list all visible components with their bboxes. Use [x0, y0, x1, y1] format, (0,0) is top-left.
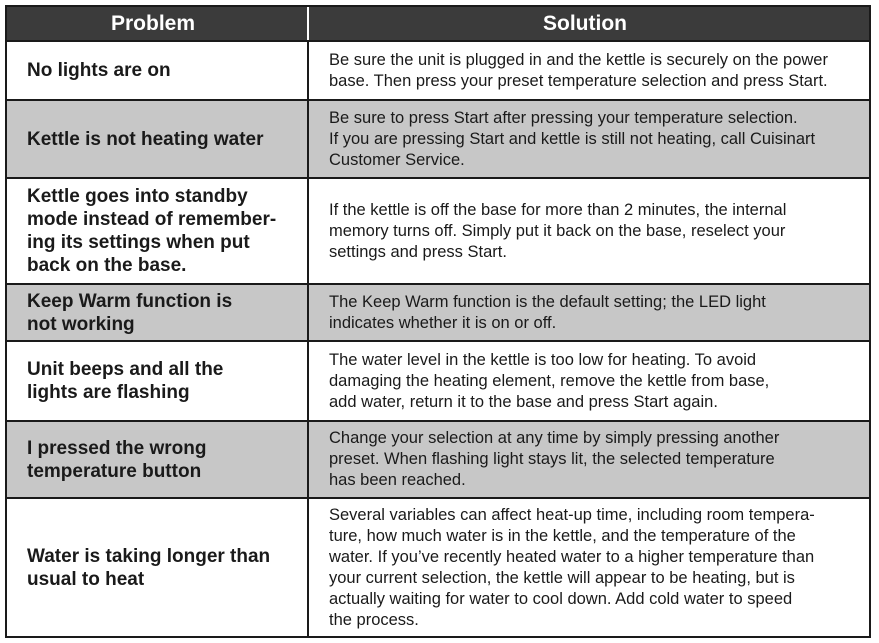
solution-line: Be sure to press Start after pressing your temperature selection. — [329, 108, 798, 127]
problem-cell — [7, 179, 309, 283]
problem-line: I pressed the wrong — [27, 437, 207, 459]
problem-line: usual to heat — [27, 568, 145, 590]
solution-cell — [309, 342, 869, 420]
table-header-row — [7, 7, 869, 42]
problem-line: Kettle goes into standby — [27, 186, 248, 207]
solution-line: indicates whether it is on or off. — [329, 313, 557, 332]
table-row — [7, 342, 869, 422]
solution-line: water. If you’ve recently heated water to a higher temperature than — [329, 547, 815, 566]
problem-cell — [7, 101, 309, 177]
problem-line: back on the base. — [27, 255, 187, 276]
solution-line: settings and press Start. — [329, 242, 507, 261]
solution-line: Change your selection at any time by simply pressing another — [329, 429, 780, 447]
table-row — [7, 285, 869, 342]
problem-line: temperature button — [27, 460, 202, 482]
solution-cell — [309, 179, 869, 283]
solution-cell — [309, 42, 869, 99]
solution-line: add water, return it to the base and press Start again. — [329, 392, 718, 411]
table-row — [7, 42, 869, 101]
solution-line: The Keep Warm function is the default setting; the LED light — [329, 292, 766, 311]
solution-line: If you are pressing Start and kettle is still not heating, call Cuisinart — [329, 129, 816, 148]
solution-line: memory turns off. Simply put it back on the base, reselect your — [329, 221, 786, 240]
solution-line: damaging the heating element, remove the kettle from base, — [329, 371, 770, 390]
problem-line: lights are flashing — [27, 382, 190, 403]
problem-line: mode instead of remember- — [27, 209, 277, 230]
problem-line: Kettle is not heating water — [27, 128, 264, 150]
troubleshooting-table — [5, 5, 871, 638]
problem-cell — [7, 285, 309, 340]
header-problem: Problem — [7, 7, 309, 40]
solution-line: If the kettle is off the base for more than 2 minutes, the internal — [329, 200, 787, 219]
problem-cell — [7, 499, 309, 636]
table-row — [7, 101, 869, 179]
table-row — [7, 422, 869, 499]
problem-cell — [7, 422, 309, 497]
table-row — [7, 499, 869, 636]
problem-line: Unit beeps and all the — [27, 359, 224, 380]
solution-cell — [309, 101, 869, 177]
problem-cell — [7, 342, 309, 420]
problem-line: Keep Warm function is — [27, 290, 233, 312]
problem-line: ing its settings when put — [27, 232, 250, 253]
problem-line: No lights are on — [27, 60, 171, 81]
solution-line: base. Then press your preset temperature selection and press Start. — [329, 71, 828, 90]
problem-cell — [7, 42, 309, 99]
solution-line: ture, how much water is in the kettle, and the temperature of the — [329, 526, 796, 545]
solution-line: the process. — [329, 610, 419, 629]
solution-line: The water level in the kettle is too low for heating. To avoid — [329, 350, 757, 369]
problem-line: not working — [27, 313, 135, 335]
solution-line: Customer Service. — [329, 150, 465, 169]
solution-cell — [309, 499, 869, 636]
solution-line: your current selection, the kettle will appear to be heating, but is — [329, 568, 795, 587]
solution-line: actually waiting for water to cool down. Add cold water to speed — [329, 589, 793, 608]
solution-line: Several variables can affect heat-up time, including room tempera- — [329, 505, 815, 524]
solution-line: preset. When flashing light stays lit, the selected temperature — [329, 450, 775, 468]
solution-line: has been reached. — [329, 471, 466, 489]
table-row — [7, 179, 869, 285]
solution-cell — [309, 422, 869, 497]
header-solution: Solution — [543, 11, 627, 35]
solution-cell — [309, 285, 869, 340]
solution-line: Be sure the unit is plugged in and the kettle is securely on the power — [329, 50, 828, 69]
problem-line: Water is taking longer than — [27, 545, 271, 567]
